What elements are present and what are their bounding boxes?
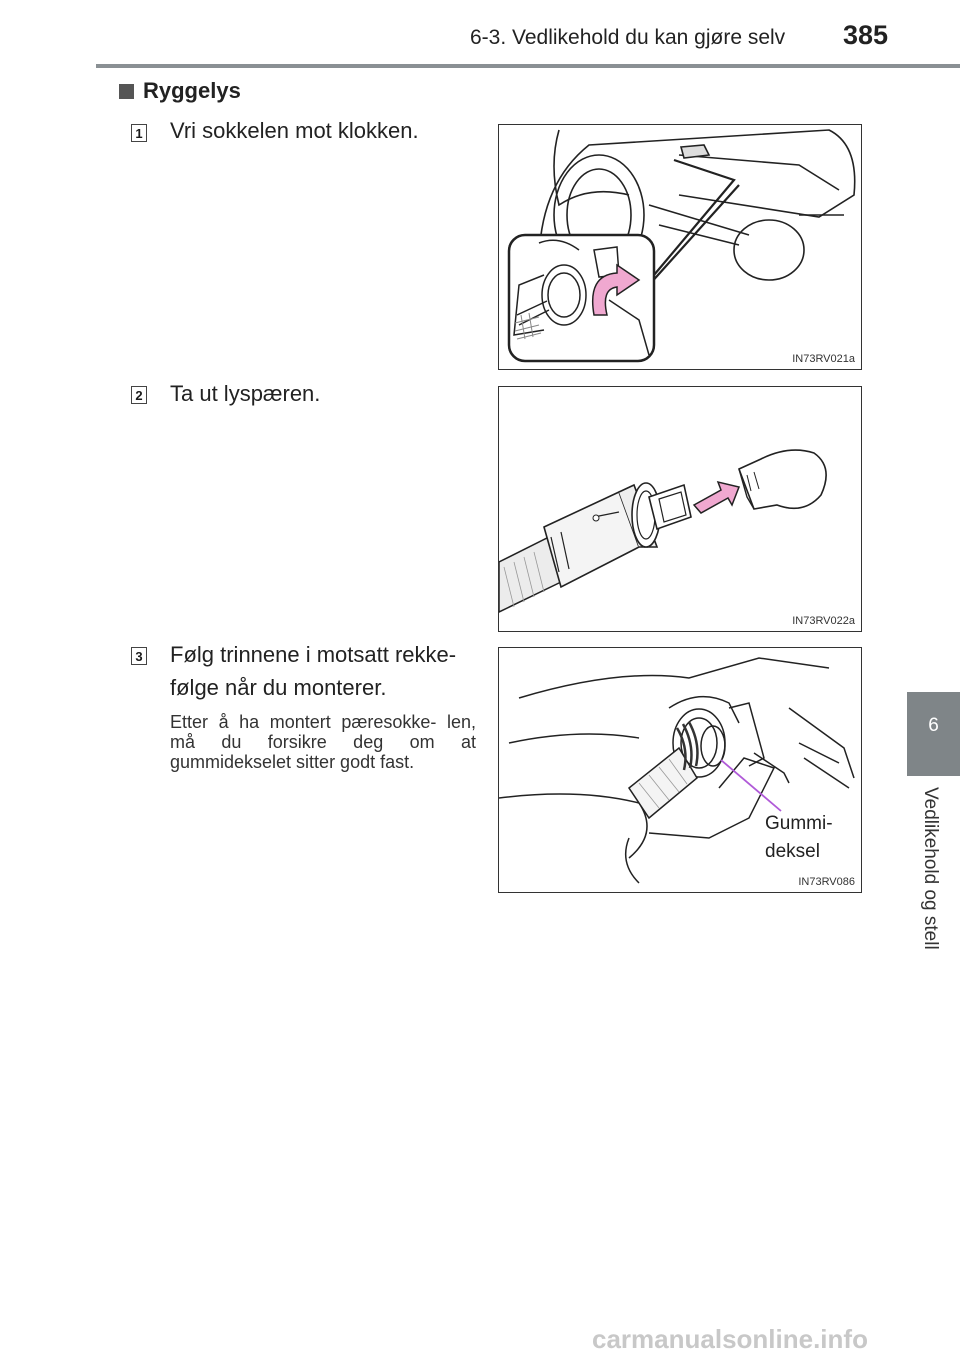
header-rule	[96, 64, 960, 68]
callout-label-line-1: Gummi-	[765, 813, 833, 834]
step-3-note: Etter å ha montert pæresokke- len, må du forsikre deg om at gummidekselet sitter godt fast.	[170, 712, 476, 772]
watermark: carmanualsonline.info	[592, 1324, 868, 1354]
figure-remove-bulb	[498, 386, 862, 632]
figure-code: IN73RV022a	[792, 615, 855, 627]
figure-rubber-cover	[498, 647, 862, 893]
figure-code: IN73RV021a	[792, 353, 855, 365]
step-number-2: 2	[131, 386, 147, 404]
callout-label-line-2: deksel	[765, 841, 820, 862]
page-number: 385	[843, 20, 889, 50]
step-1-text: Vri sokkelen mot klokken.	[170, 118, 419, 143]
figure-code: IN73RV086	[798, 876, 855, 888]
step-3-text-line-1: Følg trinnene i motsatt rekke-	[170, 642, 457, 667]
figure-rotate-socket-drawing	[499, 125, 861, 369]
step-2-text: Ta ut lyspæren.	[170, 381, 321, 406]
step-number-3: 3	[131, 647, 147, 665]
pull-arrow-icon	[694, 482, 739, 513]
step-number-1: 1	[131, 124, 147, 142]
chapter-tab-label: Vedlikehold og stell	[920, 787, 941, 950]
section-marker-icon	[119, 84, 134, 99]
step-3-text-line-2: følge når du monterer.	[170, 675, 387, 700]
chapter-tab-number: 6	[928, 715, 939, 736]
section-heading: Ryggelys	[143, 78, 241, 103]
running-header-title: 6-3. Vedlikehold du kan gjøre selv	[470, 26, 786, 49]
figure-rotate-socket	[498, 124, 862, 370]
figure-remove-bulb-drawing	[499, 387, 861, 631]
